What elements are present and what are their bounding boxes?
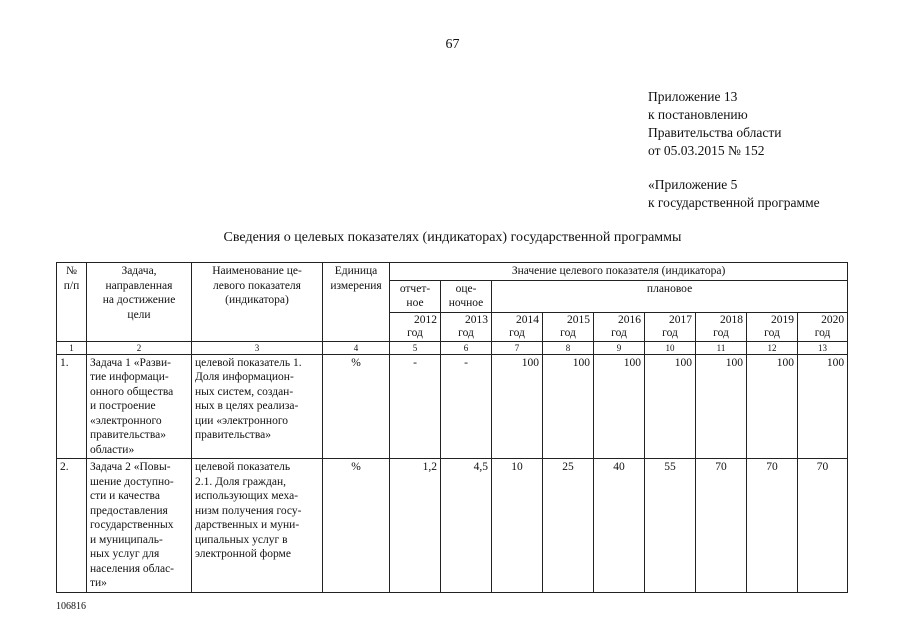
cell-line: Задача 1 «Разви- [90, 356, 171, 369]
row-unit: % [323, 354, 390, 459]
cell-line: электронной форме [195, 548, 291, 560]
year-cell: 2012 год [390, 312, 441, 341]
cell-line: ции «электронного [195, 414, 288, 427]
header-text: на достижение [102, 294, 176, 306]
cell-line: ных услуг для [90, 548, 160, 560]
row-value: 100 [798, 354, 848, 459]
cell-line: шение доступно- [90, 475, 174, 488]
header-text: измерения [330, 279, 382, 292]
header-row [57, 263, 848, 281]
appendix-line: Правительства области [648, 125, 782, 140]
header-task [87, 263, 192, 342]
column-index-row [57, 341, 848, 354]
row-value: 100 [696, 354, 747, 459]
appendix-line: от 05.03.2015 № 152 [648, 143, 765, 158]
cell-line: государственных [90, 519, 174, 531]
header-text: направленная [105, 279, 173, 292]
column-index: 10 [645, 341, 696, 354]
year-cell: 2019 год [747, 312, 798, 341]
header-num [57, 263, 87, 342]
column-index: 7 [492, 341, 543, 354]
cell-line: правительства» [195, 429, 271, 441]
cell-line: 2.1. Доля граждан, [195, 475, 286, 488]
table-row [57, 354, 848, 459]
row-value: - [390, 354, 441, 459]
row-indicator [192, 459, 323, 593]
column-index: 4 [323, 341, 390, 354]
cell-line: онного общества [90, 385, 174, 398]
row-num: 2. [57, 459, 87, 593]
table-row [57, 459, 848, 593]
appendix-line: к постановлению [648, 107, 748, 122]
cell-line: использующих меха- [195, 490, 299, 502]
header-text: отчет- [399, 282, 431, 295]
year-cell: 2016 год [594, 312, 645, 341]
cell-line: целевой показатель 1. [195, 356, 302, 369]
cell-line: правительства» [90, 429, 166, 441]
cell-line: целевой показатель [195, 461, 291, 473]
row-value: 100 [594, 354, 645, 459]
cell-line: Доля информацион- [195, 371, 294, 383]
year-cell: 2015 год [543, 312, 594, 341]
row-value: 100 [543, 354, 594, 459]
header-text: ное [406, 297, 424, 309]
appendix-program-header [648, 176, 820, 212]
appendix-program-line: «Приложение 5 [648, 177, 738, 192]
cell-line: ти» [90, 577, 107, 589]
header-reported [390, 280, 441, 312]
header-unit [323, 263, 390, 342]
document-code: 106816 [56, 601, 86, 612]
column-index: 13 [798, 341, 848, 354]
document-title: Сведения о целевых показателях (индикаторах) государственной программы [223, 230, 682, 245]
indicators-table [56, 262, 848, 593]
header-text: цели [127, 308, 151, 321]
row-indicator [192, 354, 323, 459]
row-value: 70 [696, 459, 747, 593]
header-estimated [441, 280, 492, 312]
row-num: 1. [57, 354, 87, 459]
cell-line: дарственных и муни- [195, 519, 300, 531]
cell-line: и построение [90, 400, 156, 412]
header-text: (индикатора) [225, 294, 289, 306]
cell-line: ных систем, создан- [195, 385, 294, 398]
cell-line: области» [90, 443, 135, 456]
header-text: оце- [455, 282, 477, 295]
row-value: 25 [543, 459, 594, 593]
column-index: 12 [747, 341, 798, 354]
cell-line: Задача 2 «Повы- [90, 461, 171, 473]
cell-line: и муниципаль- [90, 533, 163, 546]
year-cell: 2014 год [492, 312, 543, 341]
header-planned: плановое [492, 280, 848, 312]
cell-line: предоставления [90, 504, 168, 517]
row-value: 100 [492, 354, 543, 459]
cell-line: ципальных услуг в [195, 533, 288, 546]
page-number: 67 [445, 37, 460, 52]
row-value: 70 [747, 459, 798, 593]
cell-line: ных в целях реализа- [195, 400, 299, 412]
row-value: 55 [645, 459, 696, 593]
row-task [87, 354, 192, 459]
column-index: 8 [543, 341, 594, 354]
cell-line: тие информаци- [90, 371, 169, 383]
column-index: 9 [594, 341, 645, 354]
row-value: - [441, 354, 492, 459]
column-index: 11 [696, 341, 747, 354]
row-unit: % [323, 459, 390, 593]
appendix-header [648, 88, 781, 160]
row-value: 10 [492, 459, 543, 593]
column-index: 3 [192, 341, 323, 354]
row-value: 100 [747, 354, 798, 459]
header-text: Задача, [121, 265, 157, 277]
header-text: Наименование це- [212, 265, 302, 277]
row-value: 100 [645, 354, 696, 459]
column-index: 6 [441, 341, 492, 354]
row-task [87, 459, 192, 593]
header-text: левого показателя [213, 279, 301, 292]
header-text: п/п [63, 279, 80, 292]
year-cell: 2013 год [441, 312, 492, 341]
row-value: 4,5 [441, 459, 492, 593]
header-text: № [66, 265, 77, 277]
cell-line: сти и качества [90, 490, 160, 502]
year-cell: 2017 год [645, 312, 696, 341]
row-value: 1,2 [390, 459, 441, 593]
cell-line: населения облас- [90, 562, 175, 575]
row-value: 40 [594, 459, 645, 593]
header-value-group: Значение целевого показателя (индикатора) [390, 263, 848, 281]
header-text: ночное [448, 297, 484, 309]
header-text: Единица [334, 265, 378, 277]
row-value: 70 [798, 459, 848, 593]
appendix-program-line: к государственной программе [648, 195, 820, 210]
column-index: 2 [87, 341, 192, 354]
cell-line: «электронного [90, 414, 162, 427]
column-index: 5 [390, 341, 441, 354]
header-indicator [192, 263, 323, 342]
appendix-line: Приложение 13 [648, 89, 738, 104]
cell-line: низм получения госу- [195, 504, 302, 517]
column-index: 1 [57, 341, 87, 354]
year-cell: 2020 год [798, 312, 848, 341]
year-cell: 2018 год [696, 312, 747, 341]
